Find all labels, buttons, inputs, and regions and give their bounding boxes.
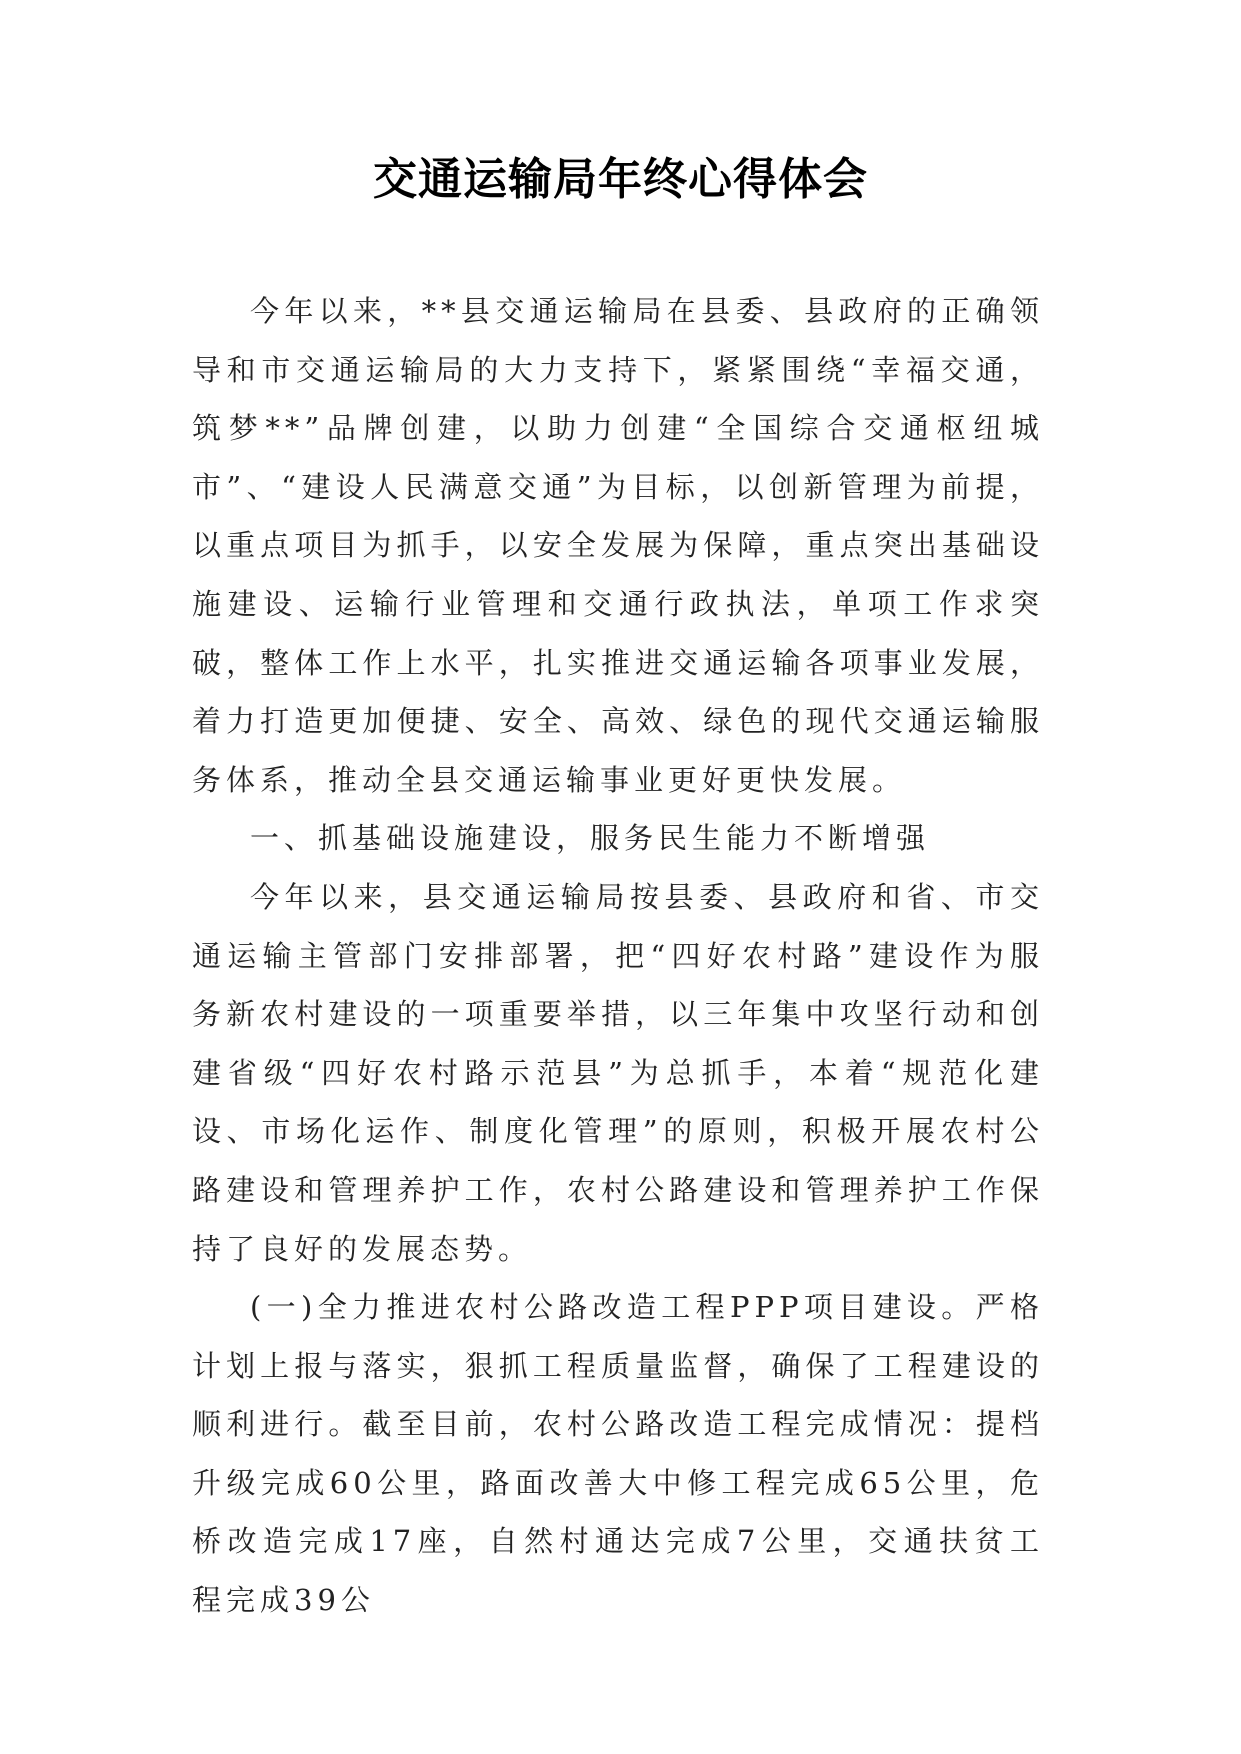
document-body xyxy=(192,282,1044,1630)
paragraph-ppp-project: (一)全力推进农村公路改造工程PPP项目建设。严格计划上报与落实，狠抓工程质量监督，确保了工程建设的顺利进行。截至目前，农村公路改造工程完成情况：提档升级完成60公里，路面改善大中修工程完成65公里，危桥改造完成17座，自然村通达完成7公里，交通扶贫工程完成39公 xyxy=(192,1290,1044,1618)
document-title: 交通运输局年终心得体会 xyxy=(373,154,868,205)
paragraph-rural-roads: 今年以来，县交通运输局按县委、县政府和省、市交通运输主管部门安排部署，把“四好农村路”建设作为服务新农村建设的一项重要举措，以三年集中攻坚行动和创建省级“四好农村路示范县”为总抓手，本着“规范化建设、市场化运作、制度化管理”的原则，积极开展农村公路建设和管理养护工作，农村公路建设和管理养护工作保持了良好的发展态势。 xyxy=(192,879,1044,1266)
section-heading: 一、抓基础设施建设，服务民生能力不断增强 xyxy=(250,821,931,856)
paragraph-intro: 今年以来，**县交通运输局在县委、县政府的正确领导和市交通运输局的大力支持下，紧紧围绕“幸福交通，筑梦**”品牌创建，以助力创建“全国综合交通枢纽城市”、“建设人民满意交通”为目标，以创新管理为前提，以重点项目为抓手，以安全发展为保障，重点突出基础设施建设、运输行业管理和交通行政执法，单项工作求突破，整体工作上水平，扎实推进交通运输各项事业发展，着力打造更加便捷、安全、高效、绿色的现代交通运输服务体系，推动全县交通运输事业更好更快发展。 xyxy=(192,294,1044,797)
